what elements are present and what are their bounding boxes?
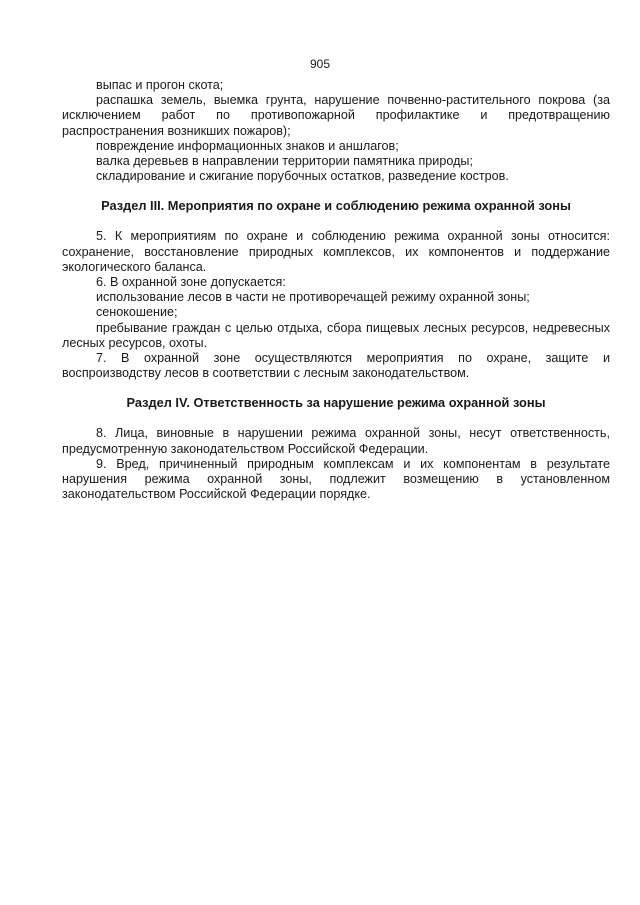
paragraph-7: 7. В охранной зоне осуществляются мероприятия по охране, защите и воспроизводству лесов в соответствии с лесным законодательством.: [62, 351, 610, 381]
list-item-grazing: выпас и прогон скота;: [96, 78, 224, 92]
list-item-forest-use: использование лесов в части не противоречащей режиму охранной зоны;: [96, 290, 530, 305]
paragraph-6: 6. В охранной зоне допускается:: [96, 275, 286, 290]
list-item-burning: складирование и сжигание порубочных остатков, разведение костров.: [96, 169, 509, 184]
list-item-haymaking: сенокошение;: [96, 305, 178, 320]
list-item-plowing: распашка земель, выемка грунта, нарушение почвенно-растительного покрова (за исключением работ по противопожарной профилактике и предотвращению распространения возникших пожаров);: [62, 93, 610, 138]
paragraph-9: 9. Вред, причиненный природным комплексам и их компонентам в результате нарушения режима охранной зоны, подлежит возмещению в установленном законодательством Российской Федерации порядке.: [62, 456, 610, 502]
section-3-heading: Раздел III. Мероприятия по охране и соблюдению режима охранной зоны: [101, 198, 571, 214]
list-item-signs-damage: повреждение информационных знаков и аншлагов;: [96, 138, 399, 153]
section-4-heading: Раздел IV. Ответственность за нарушение режима охранной зоны: [126, 395, 546, 411]
paragraph-8: 8. Лица, виновные в нарушении режима охранной зоны, несут ответственность, предусмотренную законодательством Российской Федерации.: [62, 426, 610, 456]
paragraph-5: 5. К мероприятиям по охране и соблюдению режима охранной зоны относится: сохранение, восстановление природных комплексов, их компонентов и поддержание экологического баланса.: [62, 229, 610, 274]
document-body: [62, 78, 610, 502]
list-item-tree-felling: валка деревьев в направлении территории памятника природы;: [96, 154, 473, 169]
list-item-recreation: пребывание граждан с целью отдыха, сбора пищевых лесных ресурсов, недревесных лесных ресурсов, охоты.: [62, 320, 610, 350]
page-number: 905: [309, 57, 331, 71]
